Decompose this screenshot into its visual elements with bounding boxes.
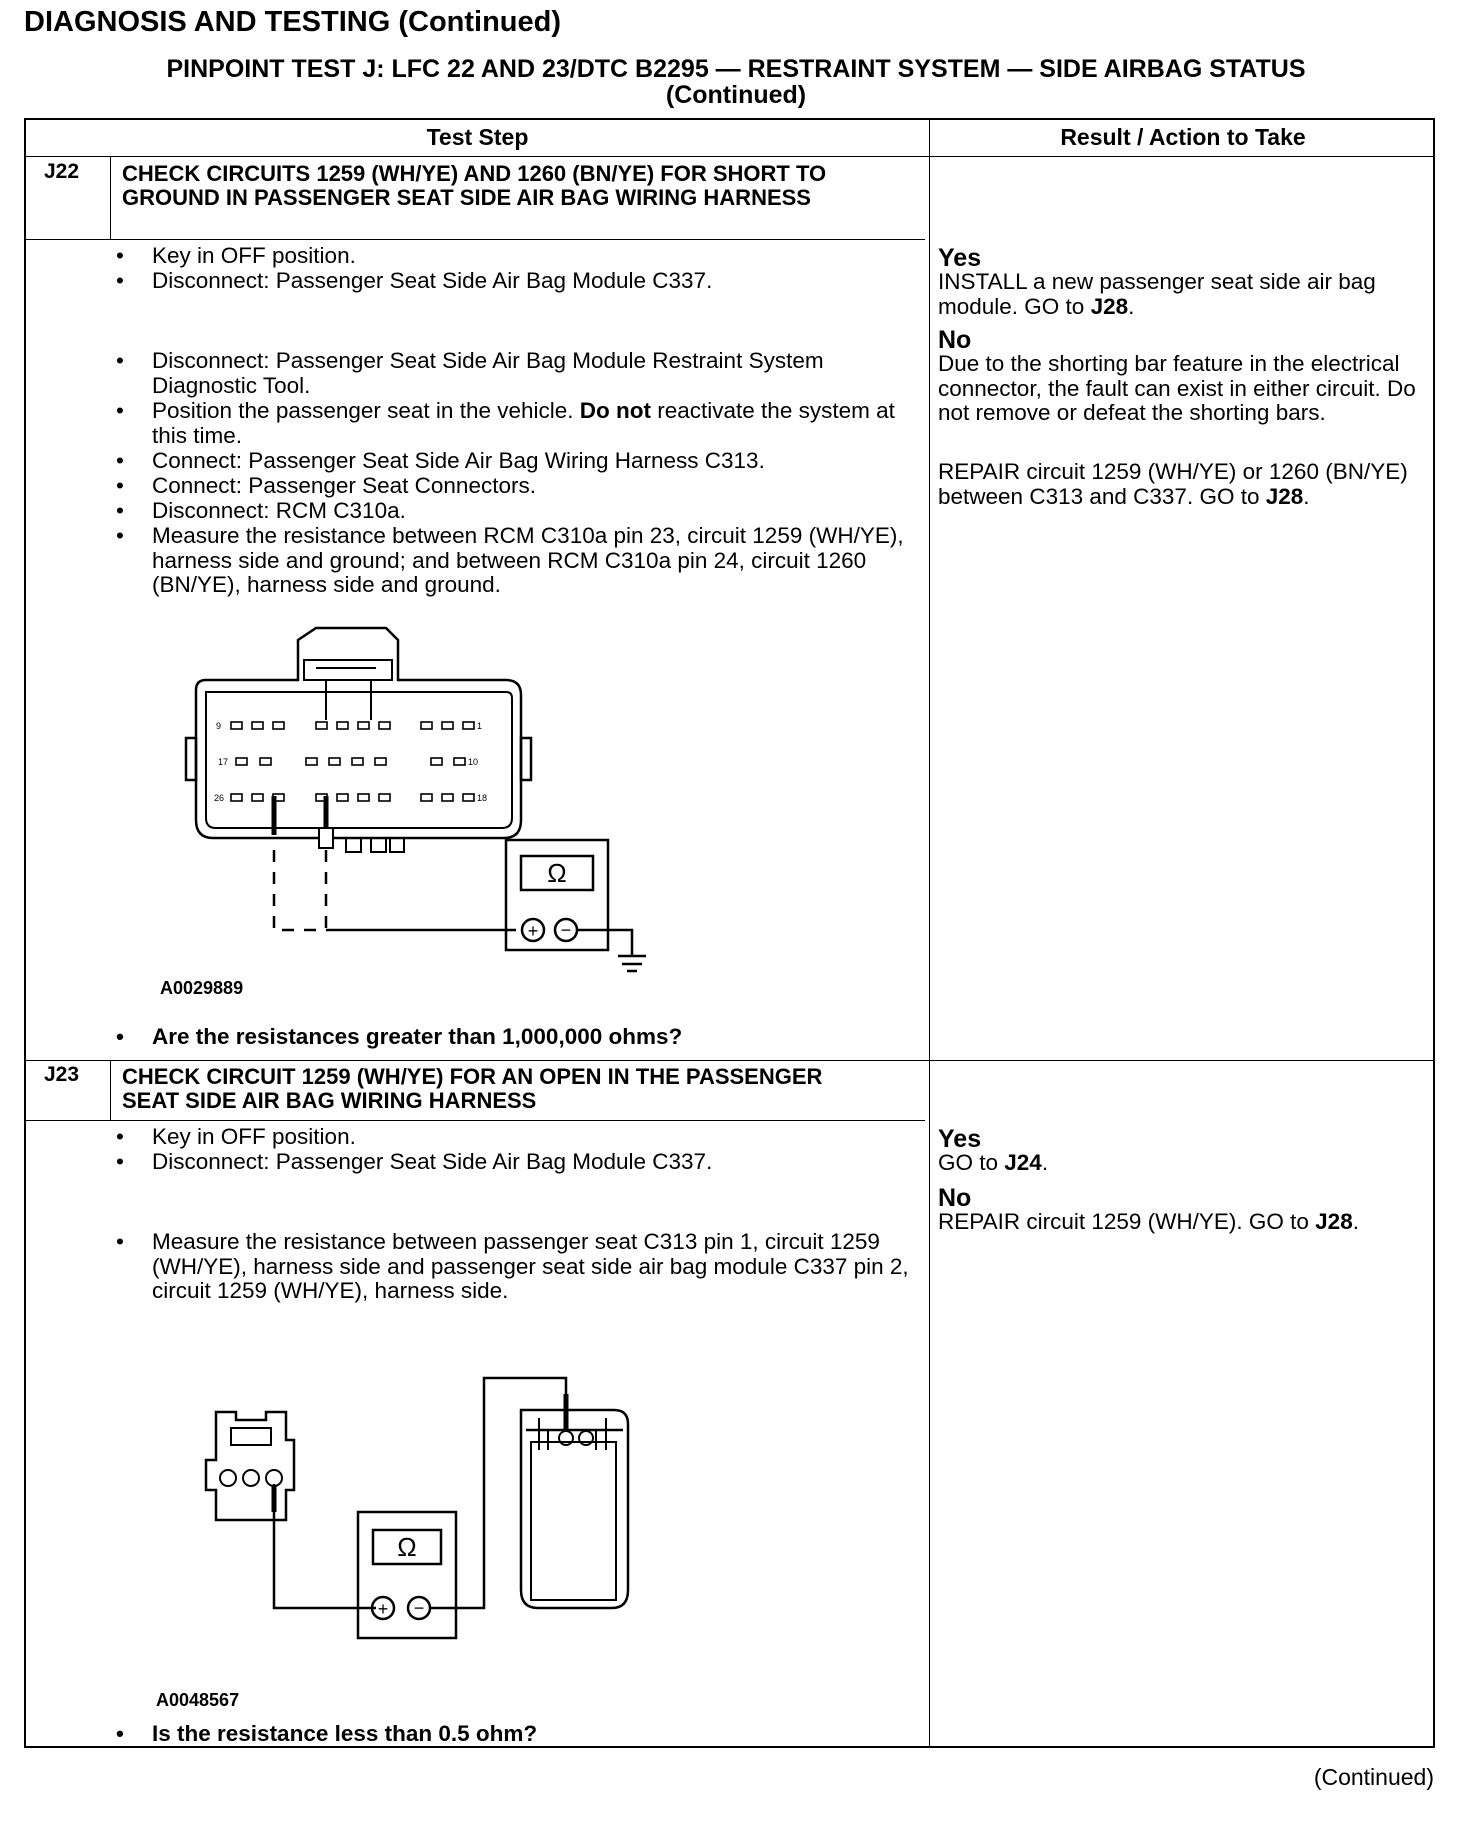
result-no-label: No	[938, 326, 972, 354]
continued-footer: (Continued)	[1313, 1764, 1434, 1790]
pin-label: 26	[214, 793, 225, 803]
goto-step-link[interactable]: J24	[1004, 1150, 1042, 1175]
minus-terminal-icon: −	[560, 920, 572, 940]
pinpoint-test-table: Test Step Result / Action to Take J22 CHECK CIRCUITS 1259 (WH/YE) AND 1260 (BN/YE) FOR SHORT TO GROUND IN PASSENGER SEAT SIDE AIR BAG WIRING HARNESS • Key in OFF position. • Disconnect: Passenger Seat Side Air Bag Module C337. • Disconnect: Passenger Seat Side Air Bag Module Restraint System Diagnostic Tool. • Position the passenger seat in the vehicle. Do not reactivate the system at this time. • Connect: Passenger Seat Side Air Bag Wiring Harness C313. • Connect: Passenger Seat Connectors. • Disconnect: RCM C310a. • Measure the resistance between RCM C310a pin 23, circuit 1259 (WH/YE), harness side and ground; and between RCM C310a pin 24, circuit 1260 (BN/YE), harness side and ground. 9 1 17 10 26 18 Ω + − A0029889 • Are the resistances greater than 1,000,000 ohms? Yes INSTALL a new passenger seat side air bag module. GO to J28. No Due to the shorting bar feature in the electrical connector, the fault can exist in either circuit. Do not remove or defeat the shorting bars. REPAIR circuit 1259 (WH/YE) or 1260 (BN/YE) between C313 and C337. GO to J28. J23 CHECK CIRCUIT 1259 (WH/YE) FOR AN OPEN IN THE PASSENGER SEAT SIDE AIR BAG WIRING HARNESS • Key in OFF position. • Disconnect: Passenger Seat Side Air Bag Module C337. • Measure the resistance between passenger seat C313 pin 1, circuit 1259 (WH/YE), harness side and passenger seat side air bag module C337 pin 2, circuit 1259 (WH/YE), harness side. Ω + − A0048567 • Is the resistance less than 0.5 ohm? Yes GO to J24. No REPAIR circuit 1259 (WH/YE). GO to J28.	[24, 118, 1435, 1748]
pinpoint-test-title-continued: (Continued)	[665, 81, 807, 109]
step-title-j22: CHECK CIRCUITS 1259 (WH/YE) AND 1260 (BN/YE) FOR SHORT TO GROUND IN PASSENGER SEAT SIDE AIR BAG WIRING HARNESS	[122, 161, 827, 210]
result-yes-text: INSTALL a new passenger seat side air bag module. GO to J28.	[938, 269, 1376, 319]
result-yes-label: Yes	[938, 1125, 982, 1153]
figure-code-j23: A0048567	[156, 1690, 240, 1710]
step-id-divider	[110, 1060, 111, 1120]
j22-title-divider	[26, 239, 925, 240]
plus-terminal-icon: +	[527, 921, 539, 941]
goto-step-link[interactable]: J28	[1090, 293, 1129, 319]
result-yes-label: Yes	[938, 244, 982, 272]
figure-code-j22: A0029889	[160, 978, 244, 998]
step-id-j23: J23	[44, 1063, 80, 1086]
j22-j23-divider	[26, 1060, 1433, 1061]
pin-label: 10	[468, 757, 479, 767]
goto-step-link[interactable]: J28	[1265, 483, 1304, 509]
column-header-test-step: Test Step	[426, 124, 529, 150]
result-no-text: Due to the shorting bar feature in the electrical connector, the fault can exist in either circuit. Do not remove or defeat the shorting bars.	[938, 351, 1416, 425]
pin-label: 17	[218, 757, 229, 767]
page-title: DIAGNOSIS AND TESTING (Continued)	[24, 6, 562, 38]
step-id-j22: J22	[44, 160, 80, 183]
result-no-label: No	[938, 1184, 972, 1212]
header-divider	[26, 156, 1433, 157]
j23-title-divider	[26, 1120, 925, 1121]
minus-terminal-icon: −	[413, 1598, 425, 1618]
c313-c337-resistance-diagram	[176, 1350, 776, 1680]
goto-step-link[interactable]: J28	[1315, 1209, 1353, 1234]
ohm-symbol: Ω	[547, 858, 567, 888]
plus-terminal-icon: +	[377, 1599, 389, 1619]
pin-label: 18	[477, 793, 488, 803]
step-id-divider	[110, 156, 111, 239]
result-no-text: REPAIR circuit 1259 (WH/YE). GO to J28.	[938, 1209, 1359, 1234]
column-divider	[929, 120, 930, 1748]
ohm-symbol: Ω	[397, 1532, 417, 1562]
result-no-repair-text: REPAIR circuit 1259 (WH/YE) or 1260 (BN/YE) between C313 and C337. GO to J28.	[938, 459, 1408, 509]
rcm-connector-resistance-diagram	[176, 620, 756, 980]
pinpoint-test-title: PINPOINT TEST J: LFC 22 AND 23/DTC B2295 — RESTRAINT SYSTEM — SIDE AIRBAG STATUS	[166, 55, 1306, 83]
step-title-j23: CHECK CIRCUIT 1259 (WH/YE) FOR AN OPEN IN THE PASSENGER SEAT SIDE AIR BAG WIRING HARNESS	[122, 1064, 823, 1113]
column-header-result: Result / Action to Take	[1060, 124, 1306, 150]
result-yes-text: GO to J24.	[938, 1150, 1049, 1175]
pin-label: 1	[477, 721, 483, 731]
pin-label: 9	[216, 721, 222, 731]
